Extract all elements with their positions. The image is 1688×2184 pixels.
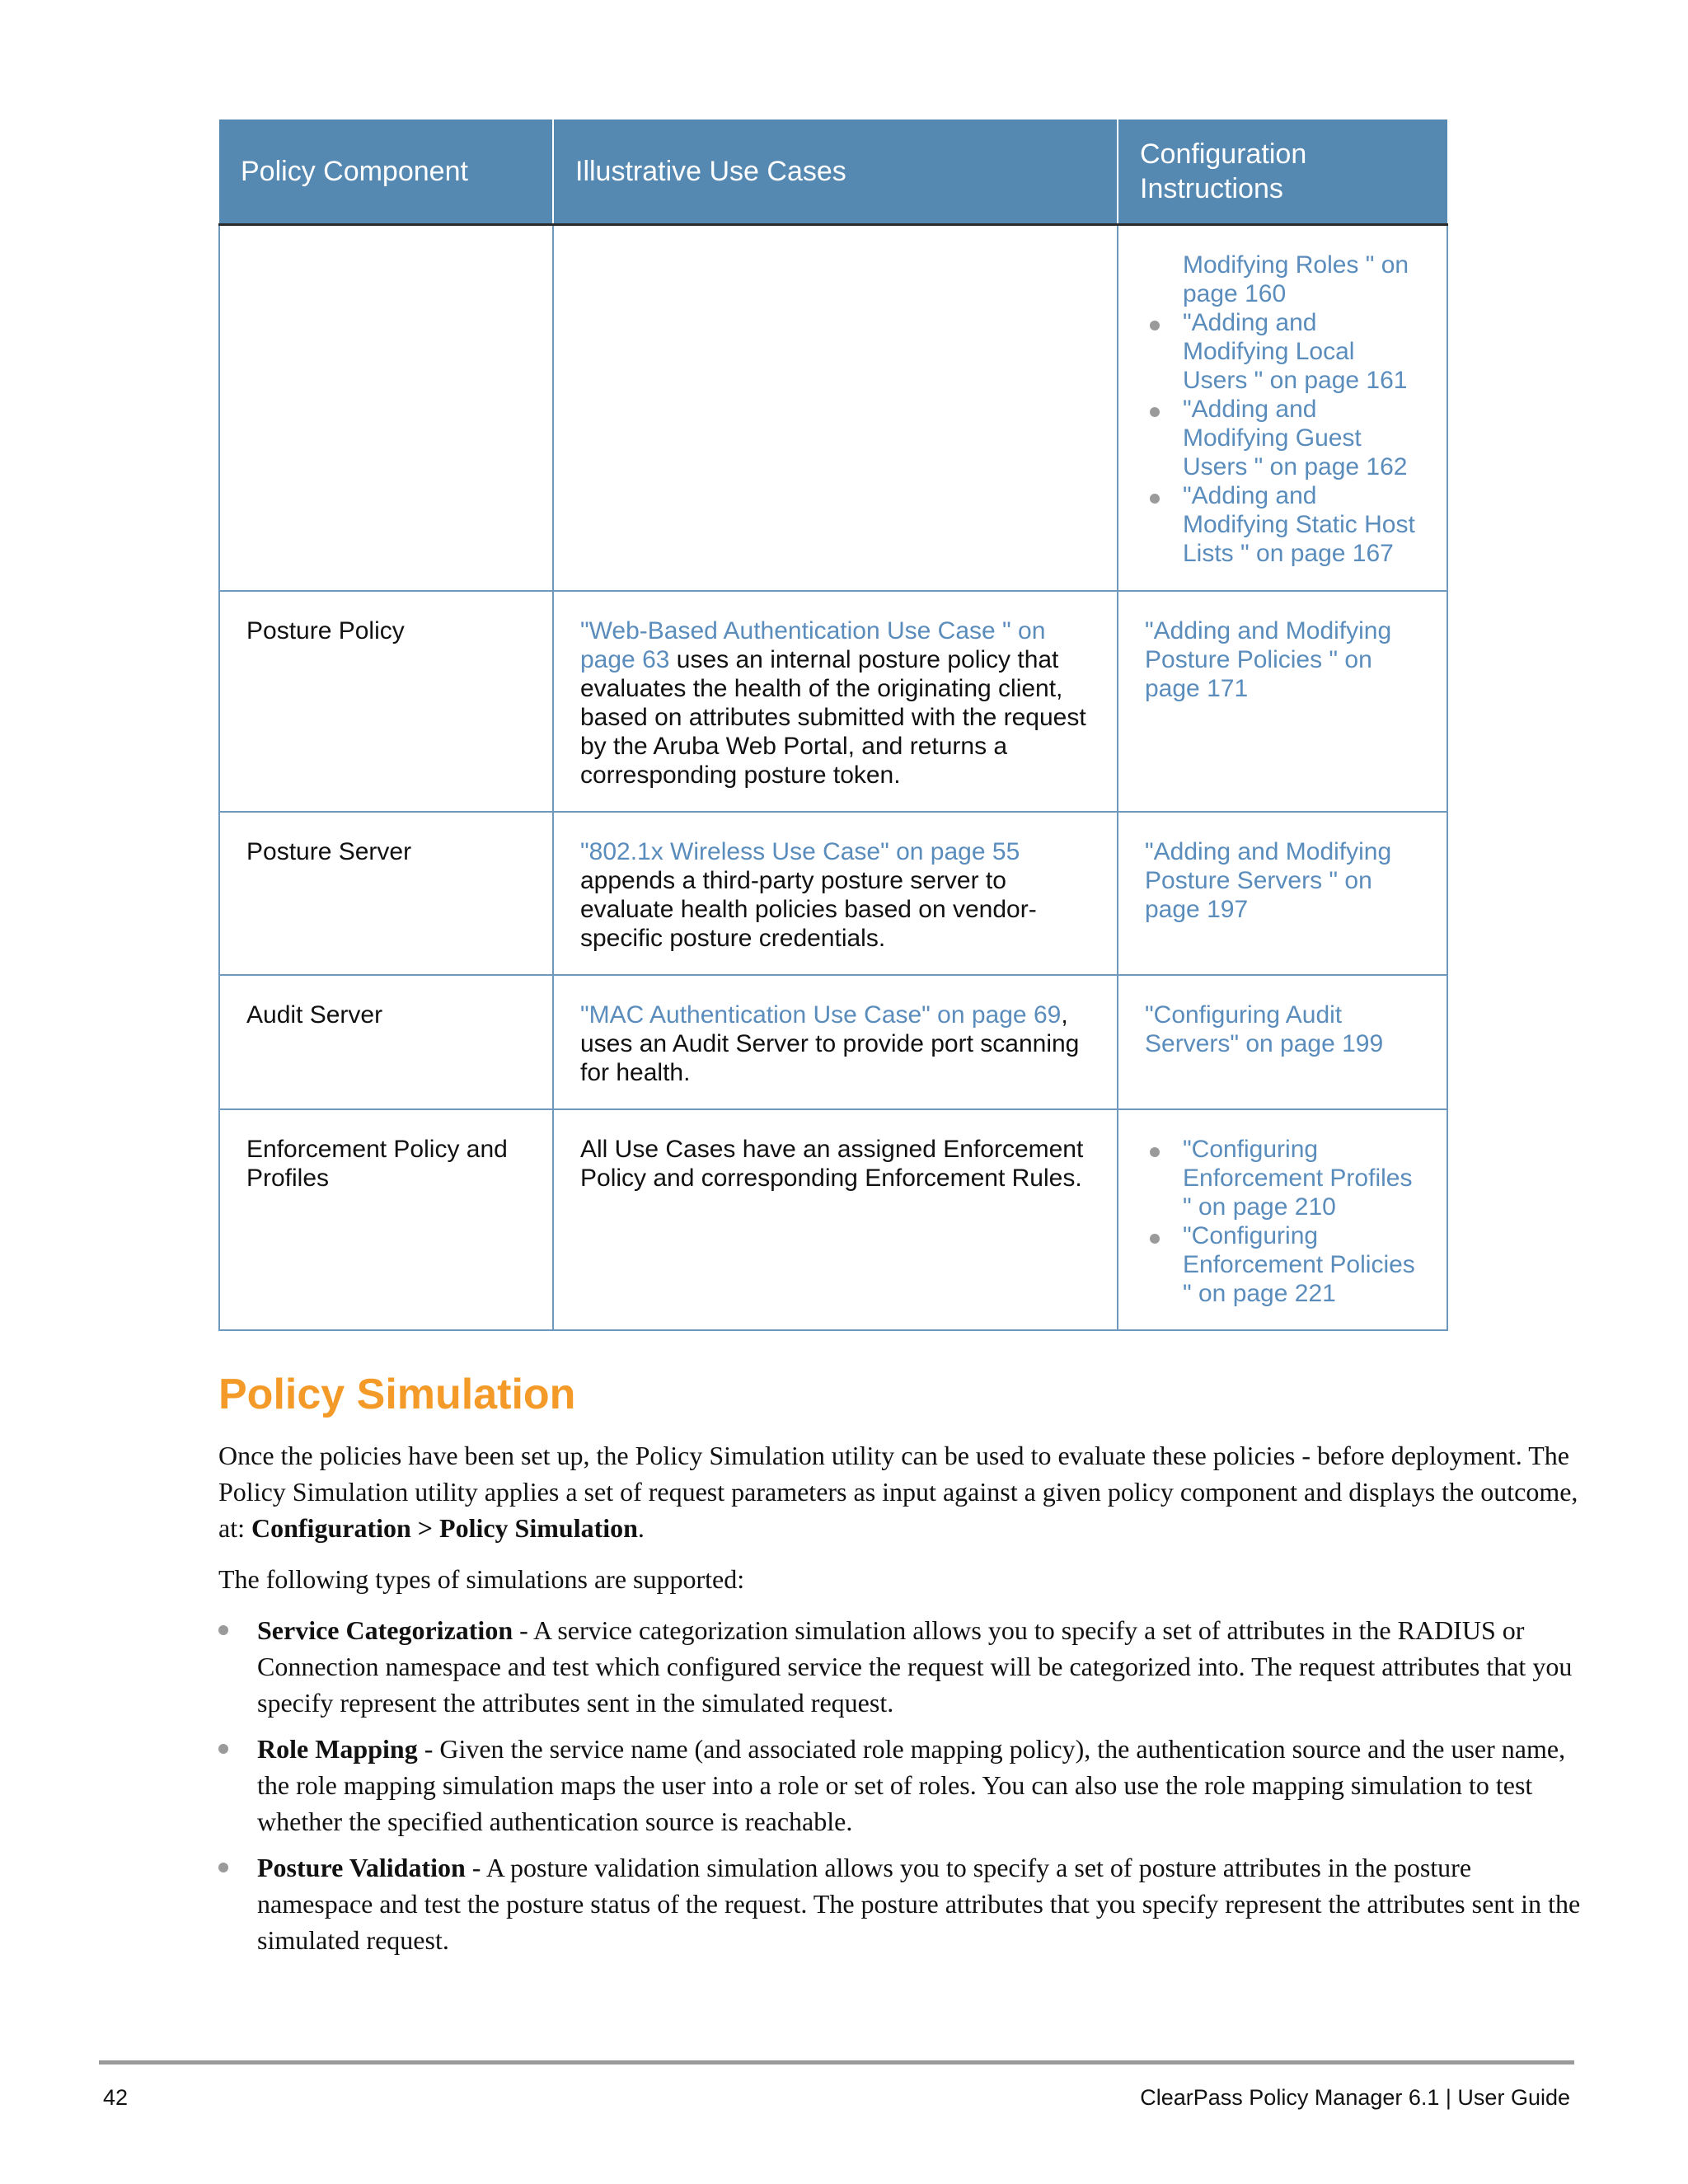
cell-component: Enforcement Policy and Profiles — [219, 1109, 553, 1330]
guide-title: ClearPass Policy Manager 6.1 | User Guide — [1140, 2085, 1570, 2110]
use-case-link[interactable]: "MAC Authentication Use Case" on page 69 — [580, 1001, 1062, 1029]
config-link-enforcement-policies[interactable]: "Configuring Enforcement Policies " on page 221 — [1145, 1221, 1423, 1308]
intro-end: . — [637, 1513, 645, 1543]
use-case-text: , uses an Audit Server to provide port scanning for health. — [580, 1001, 1080, 1086]
simulation-description: - A posture validation simulation allows you to specify a set of posture attributes in the posture namespace and test the posture status of the request. The posture attributes that you specify represent the attributes sent in the simulated request. — [257, 1853, 1581, 1955]
table-header-row — [219, 120, 1447, 225]
policy-components-table-wrap — [218, 120, 1447, 1331]
list-item — [218, 1849, 1587, 1958]
table-row — [219, 812, 1447, 975]
nav-separator: > — [410, 1513, 440, 1543]
use-case-link[interactable]: "802.1x Wireless Use Case" on page 55 — [580, 838, 1020, 865]
simulation-description: - Given the service name (and associated role mapping policy), the authentication source and the user name, the role mapping simulation maps the user into a role or set of roles. You can also use the role mapping simulation to test whether the specified authentication source is reachable. — [257, 1734, 1566, 1836]
use-case-text: uses an internal posture policy that evaluates the health of the originating client, based on attributes submitted with the request by the Aruba Web Portal, and returns a corresponding posture token. — [580, 646, 1086, 789]
simulation-types-list — [218, 1612, 1587, 1958]
config-link[interactable]: "Adding and Modifying Posture Policies " on page 171 — [1118, 591, 1447, 812]
header-policy-component: Policy Component — [219, 120, 553, 225]
config-link-enforcement-profiles[interactable]: "Configuring Enforcement Profiles " on page 210 — [1145, 1135, 1423, 1221]
cell-component — [219, 225, 553, 592]
config-link-local-users[interactable]: "Adding and Modifying Local Users " on page 161 — [1145, 308, 1423, 395]
cell-component: Audit Server — [219, 975, 553, 1109]
section-title: Policy Simulation — [218, 1371, 576, 1418]
cell-use-case: All Use Cases have an assigned Enforcement Policy and corresponding Enforcement Rules. — [553, 1109, 1118, 1330]
config-link[interactable]: "Adding and Modifying Posture Servers " on page 197 — [1118, 812, 1447, 975]
cell-use-case — [553, 591, 1118, 812]
policy-simulation-section — [218, 1368, 1587, 1968]
use-case-link[interactable]: "Web-Based Authentication Use Case " on page 63 — [580, 617, 1046, 673]
table-row — [219, 1109, 1447, 1330]
cell-use-case — [553, 225, 1118, 592]
config-link[interactable]: "Configuring Audit Servers" on page 199 — [1118, 975, 1447, 1109]
types-intro: The following types of simulations are supported: — [218, 1564, 745, 1594]
intro-paragraph — [218, 1437, 1587, 1546]
table-row — [219, 225, 1447, 592]
simulation-name: Role Mapping — [257, 1734, 418, 1764]
nav-policy-simulation: Policy Simulation — [439, 1513, 638, 1543]
config-link-list — [1145, 251, 1423, 568]
table-row — [219, 975, 1447, 1109]
cell-use-case — [553, 975, 1118, 1109]
simulation-name: Posture Validation — [257, 1853, 466, 1882]
cell-config — [1118, 1109, 1447, 1330]
policy-components-table — [218, 120, 1448, 1331]
list-item — [218, 1612, 1587, 1721]
header-config-instructions: Configuration Instructions — [1118, 120, 1447, 225]
simulation-description: - A service categorization simulation allows you to specify a set of attributes in the RADIUS or Connection namespace and test which configured service the request will be categorized into. The request attributes that you specify represent the attributes sent in the simulated request. — [257, 1615, 1573, 1718]
config-link-guest-users[interactable]: "Adding and Modifying Guest Users " on page 162 — [1145, 395, 1423, 481]
cell-component: Posture Policy — [219, 591, 553, 812]
config-link-list — [1145, 1135, 1423, 1308]
header-use-cases: Illustrative Use Cases — [553, 120, 1118, 225]
cell-use-case — [553, 812, 1118, 975]
table-row — [219, 591, 1447, 812]
nav-configuration: Configuration — [251, 1513, 411, 1543]
cell-config — [1118, 225, 1447, 592]
list-item — [218, 1731, 1587, 1840]
use-case-text: appends a third-party posture server to evaluate health policies based on vendor-specific posture credentials. — [580, 867, 1037, 952]
footer-divider — [99, 2060, 1574, 2064]
cell-component: Posture Server — [219, 812, 553, 975]
intro-text: Once the policies have been set up, the Policy Simulation utility can be used to evaluate these policies - before deployment. The Policy Simulation utility applies a set of request parameters as input against a given policy component and displays the outcome, at: — [218, 1441, 1578, 1543]
config-link-static-host-lists[interactable]: "Adding and Modifying Static Host Lists " on page 167 — [1145, 481, 1423, 568]
simulation-name: Service Categorization — [257, 1615, 513, 1645]
page-number: 42 — [103, 2085, 129, 2110]
config-link-roles[interactable]: Modifying Roles " on page 160 — [1183, 251, 1409, 307]
